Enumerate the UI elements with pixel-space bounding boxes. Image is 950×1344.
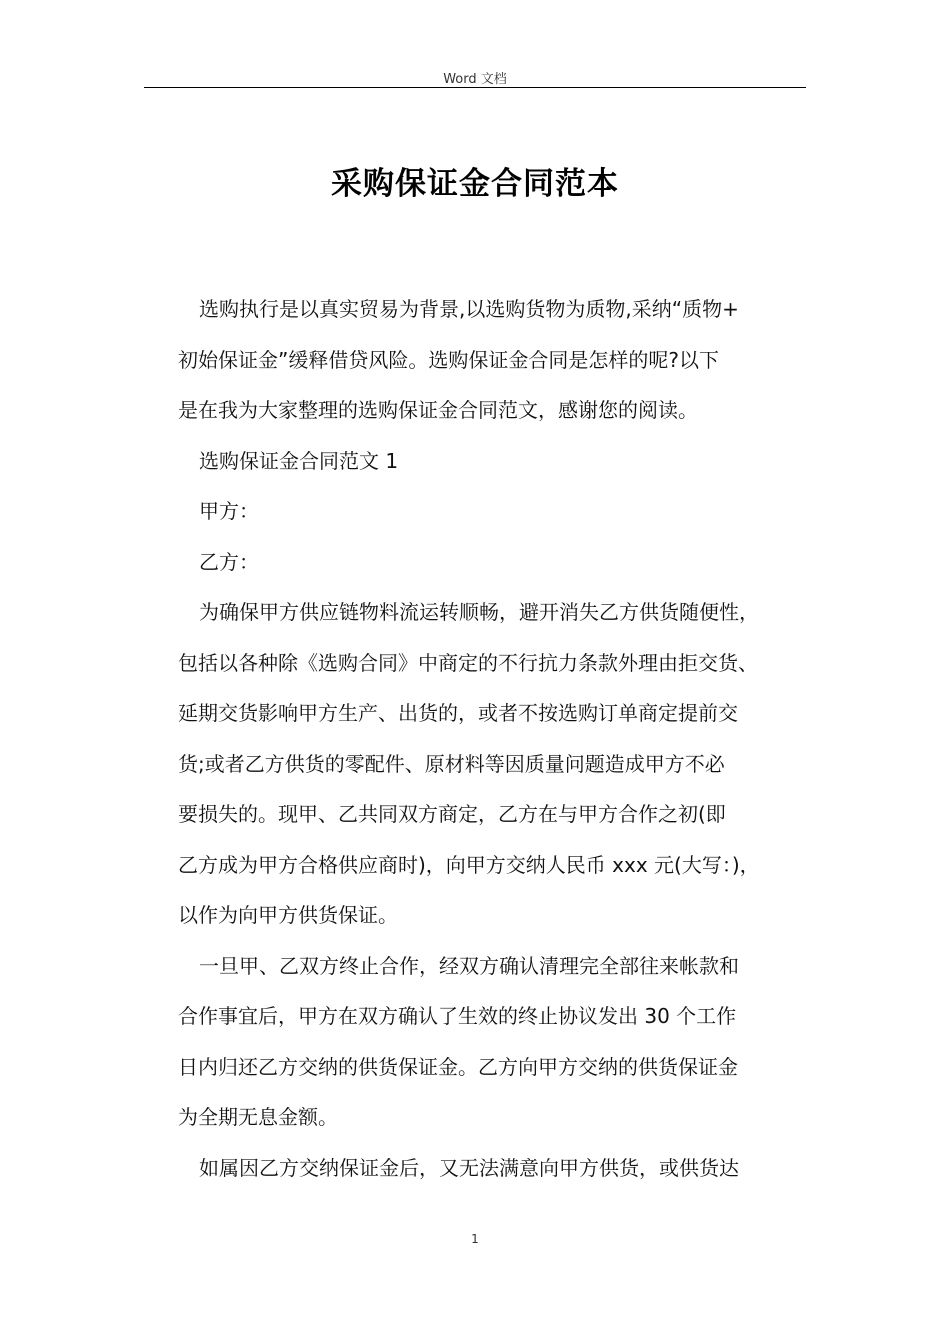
body-line: 甲方： — [199, 499, 259, 523]
body-line: 为确保甲方供应链物料流运转顺畅，避开消失乙方供货随便性， — [199, 600, 759, 624]
body-line: 包括以各种除《选购合同》中商定的不行抗力条款外理由拒交货、 — [178, 650, 758, 675]
page-header: Word 文档 — [443, 72, 507, 87]
body-line: 乙方成为甲方合格供应商时)，向甲方交纳人民币 xxx 元(大写：)， — [178, 852, 760, 877]
body-line: 如属因乙方交纳保证金后，又无法满意向甲方供货，或供货达 — [199, 1155, 739, 1180]
document-title: 采购保证金合同范本 — [331, 166, 619, 202]
body-line: 选购执行是以真实贸易为背景,以选购货物为质物,采纳“质物+ — [199, 297, 739, 321]
body-line: 选购保证金合同范文 1 — [199, 448, 399, 473]
page-number: 1 — [471, 1232, 479, 1246]
body-line: 以作为向甲方供货保证。 — [178, 903, 398, 927]
document-body — [178, 284, 818, 1193]
body-line: 合作事宜后，甲方在双方确认了生效的终止协议发出 30 个工作 — [178, 1004, 737, 1028]
body-line: 延期交货影响甲方生产、出货的，或者不按选购订单商定提前交 — [178, 701, 738, 725]
body-line: 货;或者乙方供货的零配件、原材料等因质量问题造成甲方不必 — [178, 751, 725, 776]
header-divider — [144, 87, 806, 88]
body-line: 乙方： — [199, 549, 259, 574]
body-line: 是在我为大家整理的选购保证金合同范文，感谢您的阅读。 — [178, 398, 698, 422]
body-line: 初始保证金”缓释借贷风险。选购保证金合同是怎样的呢?以下 — [178, 347, 719, 372]
body-line: 日内归还乙方交纳的供货保证金。乙方向甲方交纳的供货保证金 — [178, 1054, 738, 1079]
body-line: 要损失的。现甲、乙共同双方商定，乙方在与甲方合作之初(即 — [178, 802, 726, 826]
body-line: 一旦甲、乙双方终止合作，经双方确认清理完全部往来帐款和 — [199, 953, 739, 978]
body-line: 为全期无息金额。 — [178, 1105, 338, 1129]
